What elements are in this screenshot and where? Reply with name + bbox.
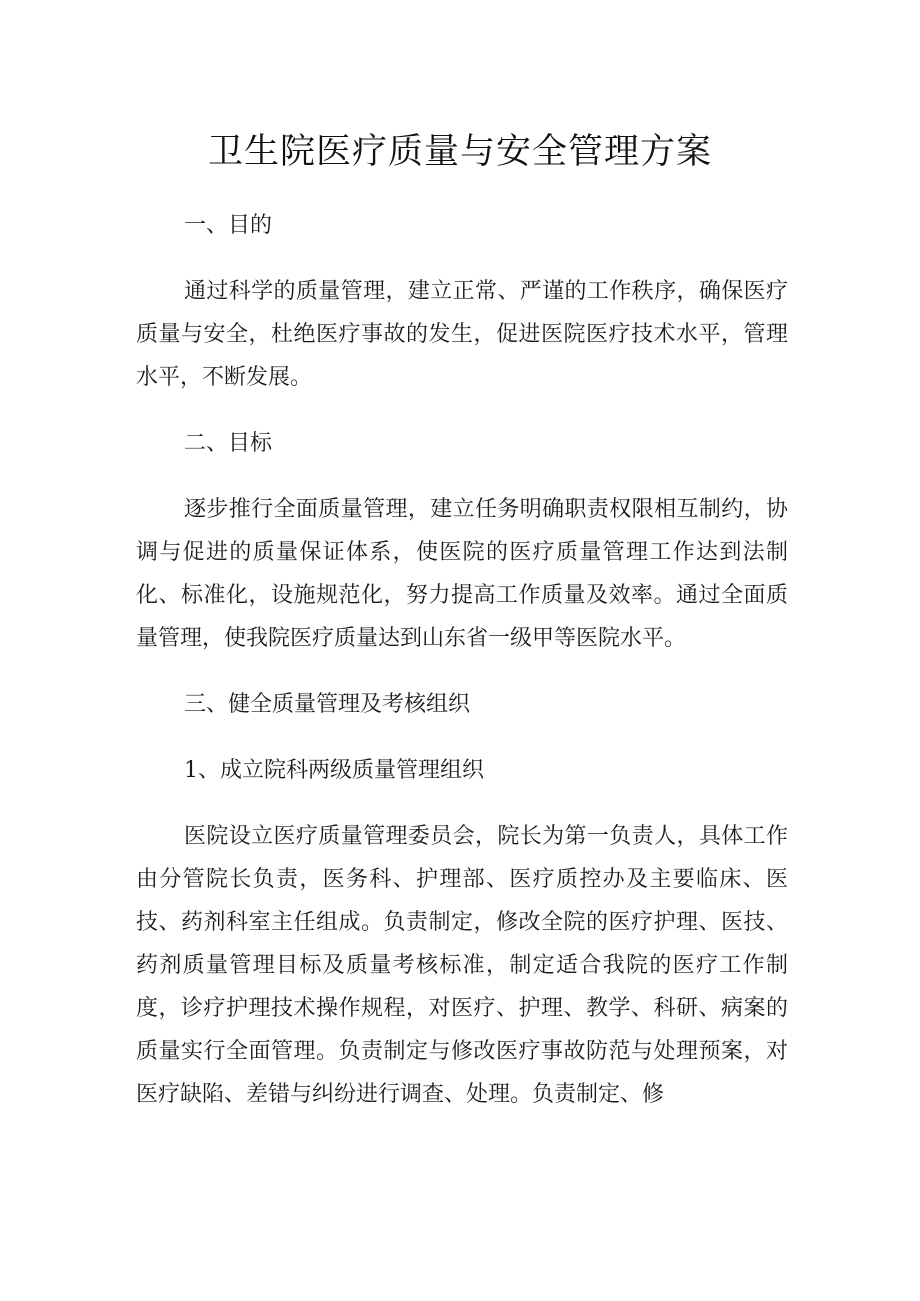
document-body — [136, 204, 788, 1139]
paragraph-goal: 逐步推行全面质量管理，建立任务明确职责权限相互制约，协调与促进的质量保证体系，使医院的医疗质量管理工作达到法制化、标准化，设施规范化，努力提高工作质量及效率。通过全面质量管理，使我院医疗质量达到山东省一级甲等医院水平。 — [136, 497, 788, 651]
section-heading-purpose: 一、目的 — [184, 213, 273, 238]
paragraph-purpose: 通过科学的质量管理，建立正常、严谨的工作秩序，确保医疗质量与安全，杜绝医疗事故的发生，促进医院医疗技术水平，管理水平，不断发展。 — [136, 279, 788, 390]
document-title: 卫生院医疗质量与安全管理方案 — [207, 132, 712, 172]
section-heading-goal: 二、目标 — [184, 431, 273, 456]
section-heading-organization: 三、健全质量管理及考核组织 — [184, 692, 471, 717]
subsection-heading-two-level: 1、成立院科两级质量管理组织 — [184, 758, 484, 783]
paragraph-committee: 医院设立医疗质量管理委员会，院长为第一负责人，具体工作由分管院长负责，医务科、护理部、医疗质控办及主要临床、医技、药剂科室主任组成。负责制定，修改全院的医疗护理、医技、药剂质量管理目标及质量考核标准，制定适合我院的医疗工作制度，诊疗护理技术操作规程，对医疗、护理、教学、科研、病案的质量实行全面管理。负责制定与修改医疗事故防范与处理预案，对医疗缺陷、差错与纠纷进行调查、处理。负责制定、修 — [136, 824, 788, 1107]
